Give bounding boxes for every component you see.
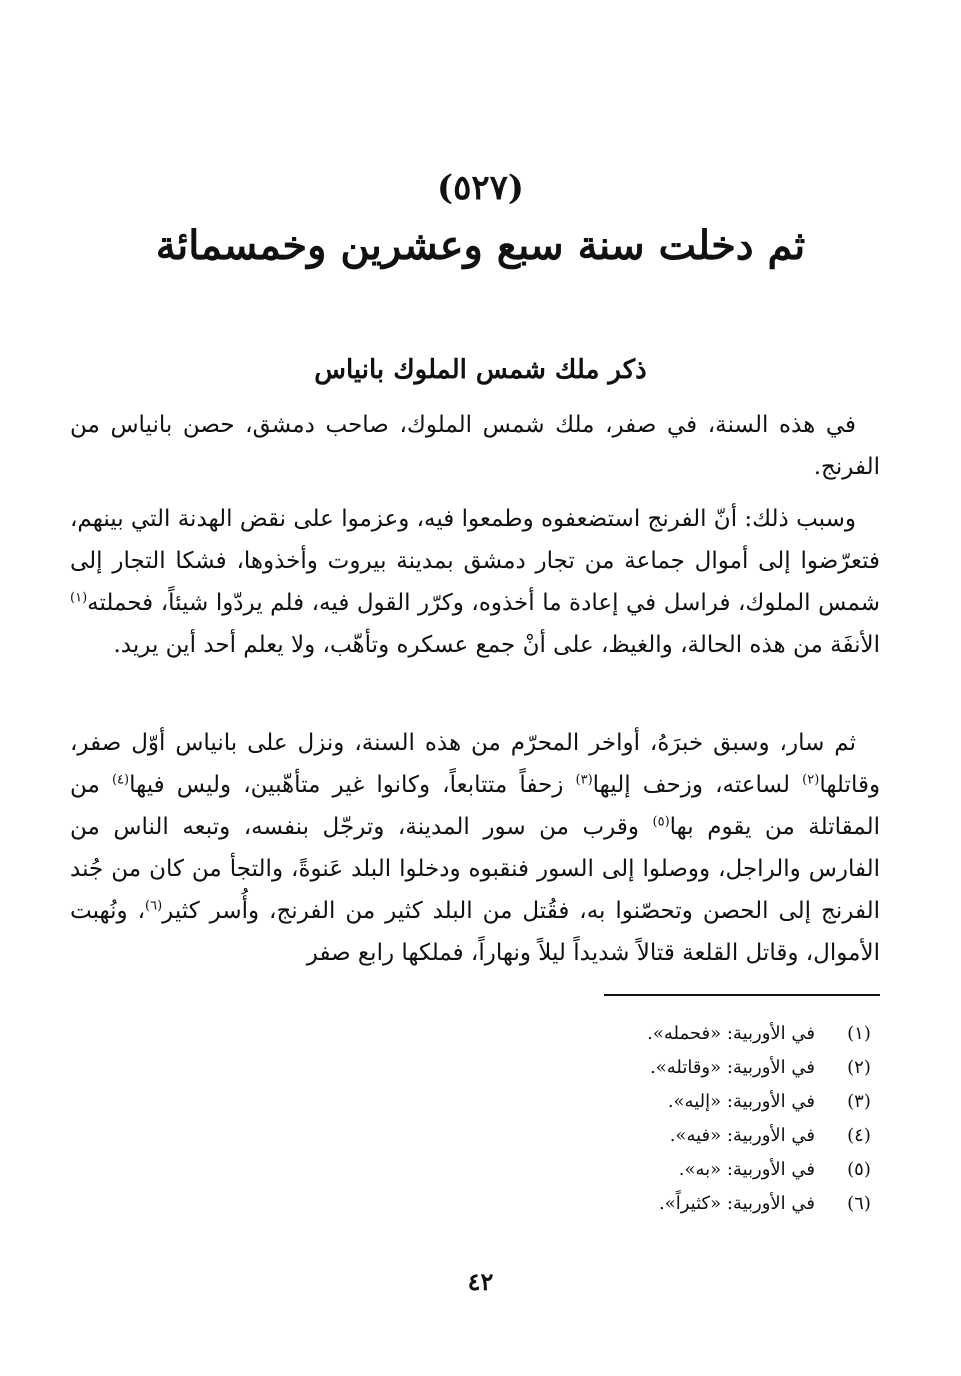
section-heading: ذكر ملك شمس الملوك بانياس <box>314 355 647 385</box>
footnote-number: (٥) <box>847 1159 871 1180</box>
paragraph-1 <box>70 404 880 488</box>
paragraph-3 <box>70 722 880 974</box>
text-segment: زحفاً متتابعاً، وكانوا غير متأهّبين، وليس فيها <box>129 772 564 798</box>
text-segment: ، ونُهبت الأموال، وقاتل القلعة قتالاً شديداً ليلاً ونهاراً، فملكها رابع صفر <box>70 898 880 966</box>
text-segment: لساعته، وزحف إليها <box>592 772 791 798</box>
footnote-text: في الأوربية: «به». <box>678 1159 815 1180</box>
chapter-title: ثم دخلت سنة سبع وعشرين وخمسمائة <box>155 222 806 269</box>
footnote-number: (٤) <box>847 1125 871 1146</box>
year-number: (٥٢٧) <box>437 168 524 208</box>
paragraph-3-text <box>70 722 880 974</box>
footnote <box>300 1017 885 1051</box>
footnote-ref-2: (٢) <box>802 772 820 788</box>
footnote-number: (١) <box>847 1023 871 1044</box>
footnote-number: (٣) <box>847 1091 871 1112</box>
footnote-ref-4: (٤) <box>111 772 130 788</box>
footnote <box>300 1119 885 1153</box>
page-number: ٤٢ <box>467 1267 494 1296</box>
footnote-ref-1: (١) <box>70 590 88 606</box>
paragraph-2-text <box>70 498 880 666</box>
text-segment: وقرب من سور المدينة، وترجّل بنفسه، وتبعه الناس من الفارس والراجل، ووصلوا إلى السور فنقبوه ودخلوا البلد عَنوةً، والتجأ من كان من جُند الفرنج إلى الحصن وتحصّنوا به، فقُتل من البلد كثير من الفرنج، وأُسر كثير <box>70 814 880 924</box>
footnote-text: في الأوربية: «إليه». <box>667 1091 815 1112</box>
footnote-separator <box>604 994 880 996</box>
footnote <box>300 1153 885 1187</box>
footnote-text: في الأوربية: «وقاتله». <box>649 1057 815 1078</box>
footnote <box>300 1187 885 1221</box>
footnotes <box>300 1017 885 1221</box>
footnote-text: في الأوربية: «فحمله». <box>647 1023 815 1044</box>
text-segment: الأنفَة من هذه الحالة، والغيظ، على أنْ جمع عسكره وتأهّب، ولا يعلم أحد أين يريد. <box>113 632 880 658</box>
paragraph-2 <box>70 498 880 666</box>
text-segment: وسبب ذلك: أنّ الفرنج استضعفوه وطمعوا فيه، وعزموا على نقض الهدنة التي بينهم، فتعرّضوا إلى أموال جماعة من تجار دمشق بمدينة بيروت وأخذوها، فشكا التجار إلى شمس الملوك، فراسل في إعادة ما أخذوه، وكرّر القول فيه، فلم يردّوا شيئاً، فحملته <box>69 506 880 616</box>
footnote-ref-3: (٣) <box>575 772 593 788</box>
footnote-number: (٦) <box>847 1193 871 1214</box>
paragraph-1-text: في هذه السنة، في صفر، ملك شمس الملوك، صاحب دمشق، حصن بانياس من الفرنج. <box>70 412 880 480</box>
text-segment: من المقاتلة من يقوم بها <box>70 772 880 840</box>
footnote-ref-6: (٦) <box>145 898 163 914</box>
footnote-text: في الأوربية: «كثيراً». <box>659 1193 815 1214</box>
footnote-text: في الأوربية: «فيه». <box>669 1125 815 1146</box>
footnote <box>300 1085 885 1119</box>
footnote <box>300 1051 885 1085</box>
text-segment: ثم سار، وسبق خبرَهُ، أواخر المحرّم من هذه السنة، ونزل على بانياس أوّل صفر، وقاتلها <box>70 730 881 798</box>
footnote-number: (٢) <box>847 1057 871 1078</box>
footnote-ref-5: (٥) <box>652 814 670 830</box>
